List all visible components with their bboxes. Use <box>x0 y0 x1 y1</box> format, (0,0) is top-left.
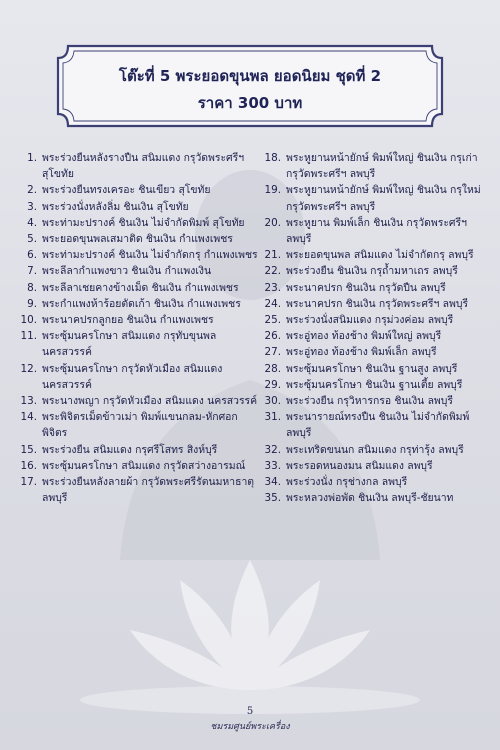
list-item <box>18 182 258 198</box>
item-text: พระซุ้มนครโกษา ชินเงิน ฐานเตี้ย ลพบุรี <box>286 378 463 391</box>
item-number: 5. <box>27 233 37 246</box>
item-text: พระร่วงนั่งหลังลิ่ม ชินเงิน สุโขทัย <box>42 200 189 213</box>
item-text: พระท่ามะปรางค์ ชินเงิน ไม่จำกัดพิมพ์ สุโขทัย <box>42 216 245 229</box>
item-text: พระร่วงยืน สนิมแดง กรุศรีโสทร สิงห์บุรี <box>42 443 218 456</box>
list-item <box>262 182 490 214</box>
item-text: พระร่วงนั่งสนิมแดง กรุม่วงค่อม ลพบุรี <box>286 314 454 327</box>
lotus-flower <box>80 560 420 714</box>
item-text: พระลีลาเชยคางข้างเม็ด ชินเงิน กำแพงเพชร <box>42 281 239 294</box>
item-number: 22. <box>264 265 281 278</box>
item-text: พระนาคปรกลูกยอ ชินเงิน กำแพงเพชร <box>42 314 214 327</box>
list-item <box>262 312 490 328</box>
list-item <box>18 247 258 263</box>
item-number: 13. <box>20 395 37 408</box>
list-item <box>18 263 258 279</box>
item-number: 2. <box>27 184 37 197</box>
item-number: 15. <box>20 443 37 456</box>
item-text: พระหูยาน พิมพ์เล็ก ชินเงิน กรุวัดพระศรีฯ ลพบุรี <box>286 216 467 246</box>
item-text: พระพิจิตรเม็ดข้าวเม่า พิมพ์แขนกลม-หักศอก พิจิตร <box>42 411 238 440</box>
item-text: พระอู่ทอง ท้องช้าง พิมพ์ใหญ่ ลพบุรี <box>286 330 442 343</box>
item-number: 8. <box>27 281 37 294</box>
item-number: 7. <box>27 265 37 278</box>
item-number: 24. <box>264 297 281 310</box>
item-number: 11. <box>20 330 37 343</box>
list-item <box>18 458 258 474</box>
item-text: พระซุ้มนครโกษา สนิมแดง กรุวัดสว่างอารมณ์ <box>42 459 246 472</box>
item-text: พระอู่ทอง ท้องช้าง พิมพ์เล็ก ลพบุรี <box>286 346 437 359</box>
list-item <box>262 377 490 393</box>
list-item <box>18 409 258 441</box>
item-text: พระร่วงยืน กรุวิหารกรอ ชินเงิน ลพบุรี <box>286 395 453 408</box>
list-item <box>18 474 258 506</box>
item-number: 12. <box>20 362 37 375</box>
title-plaque <box>54 42 446 130</box>
item-number: 33. <box>264 459 281 472</box>
list-item <box>262 344 490 360</box>
item-number: 14. <box>20 411 37 424</box>
price-subtitle: ราคา 300 บาท <box>197 94 303 112</box>
list-item <box>262 328 490 344</box>
item-text: พระนาคปรก ชินเงิน กรุวัดปืน ลพบุรี <box>286 281 446 294</box>
item-text: พระหูยานหน้ายักษ์ พิมพ์ใหญ่ ชินเงิน กรุใหม่ กรุวัดพระศรีฯ ลพบุรี <box>286 184 481 213</box>
item-text: พระซุ้มนครโกษา กรุวัดหัวเมือง สนิมแดง นครสวรรค์ <box>42 362 223 391</box>
item-text: พระนางพญา กรุวัดหัวเมือง สนิมแดง นครสวรรค์ <box>42 395 258 408</box>
amulet-list-left <box>18 150 258 506</box>
item-text: พระซุ้มนครโกษา สนิมแดง กรุทับขุนพล นครสวรรค์ <box>42 330 217 359</box>
item-number: 17. <box>20 476 37 489</box>
list-item <box>18 328 258 360</box>
item-text: พระหลวงพ่อพัด ชินเงิน ลพบุรี-ชัยนาท <box>286 492 454 505</box>
item-number: 3. <box>27 200 37 213</box>
item-text: พระร่วงยืนหลังรางปืน สนิมแดง กรุวัดพระศรีฯ สุโขทัย <box>42 152 245 181</box>
item-text: พระนารายณ์ทรงปืน ชินเงิน ไม่จำกัดพิมพ์ ลพบุรี <box>286 411 470 440</box>
list-item <box>18 280 258 296</box>
item-number: 9. <box>27 297 37 310</box>
list-item <box>18 361 258 393</box>
item-number: 6. <box>27 249 37 262</box>
list-item <box>262 247 490 263</box>
item-text: พระท่ามะปรางค์ ชินเงิน ไม่จำกัดกรุ กำแพงเพชร <box>42 249 258 262</box>
item-number: 32. <box>264 443 281 456</box>
list-item <box>18 296 258 312</box>
list-item <box>262 150 490 182</box>
list-item <box>262 458 490 474</box>
item-text: พระร่วงนั่ง กรุช่างกล ลพบุรี <box>286 476 408 489</box>
list-item <box>18 215 258 231</box>
list-item <box>18 442 258 458</box>
list-item <box>262 409 490 441</box>
amulet-list-right <box>262 150 490 506</box>
list-item <box>262 280 490 296</box>
item-text: พระยอดขุนพล สนิมแดง ไม่จำกัดกรุ ลพบุรี <box>286 249 474 262</box>
list-item <box>262 215 490 247</box>
item-number: 23. <box>264 281 281 294</box>
item-text: พระซุ้มนครโกษา ชินเงิน ฐานสูง ลพบุรี <box>286 362 458 375</box>
list-item <box>262 263 490 279</box>
list-item <box>262 442 490 458</box>
list-item <box>18 231 258 247</box>
item-number: 29. <box>264 378 281 391</box>
item-number: 28. <box>264 362 281 375</box>
item-text: พระยอดขุนพลเสมาติด ชินเงิน กำแพงเพชร <box>42 233 233 246</box>
list-item <box>262 490 490 506</box>
item-number: 26. <box>264 330 281 343</box>
item-number: 16. <box>20 459 37 472</box>
item-number: 34. <box>264 476 281 489</box>
item-text: พระเทริดขนนก สนิมแดง กรุท่ารุ้ง ลพบุรี <box>286 443 464 456</box>
item-number: 18. <box>264 152 281 164</box>
item-text: พระร่วงยืน ชินเงิน กรุถ้ำมหาเถร ลพบุรี <box>286 265 458 278</box>
list-item <box>262 393 490 409</box>
item-number: 35. <box>264 492 281 505</box>
list-item <box>18 150 258 182</box>
list-item <box>262 474 490 490</box>
item-number: 20. <box>264 216 281 229</box>
list-item <box>18 312 258 328</box>
item-number: 25. <box>264 314 281 327</box>
footer-club-name: ชมรมศูนย์พระเครื่อง <box>210 722 290 732</box>
item-number: 1. <box>27 152 37 164</box>
item-text: พระรอดหนองมน สนิมแดง ลพบุรี <box>286 459 433 472</box>
item-text: พระลีลากำแพงขาว ชินเงิน กำแพงเงิน <box>42 265 212 278</box>
item-text: พระกำแพงห้าร้อยตัดเก้า ชินเงิน กำแพงเพชร <box>42 297 241 310</box>
item-text: พระร่วงยืนหลังลายผ้า กรุวัดพระศรีรัตนมหาธาตุ ลพบุรี <box>42 476 255 505</box>
item-number: 19. <box>264 184 281 197</box>
item-number: 31. <box>264 411 281 424</box>
list-item <box>18 199 258 215</box>
item-number: 21. <box>264 249 281 262</box>
item-text: พระหูยานหน้ายักษ์ พิมพ์ใหญ่ ชินเงิน กรุเก่า กรุวัดพระศรีฯ ลพบุรี <box>286 152 478 181</box>
item-number: 4. <box>27 216 37 229</box>
item-number: 27. <box>264 346 281 359</box>
list-item <box>262 361 490 377</box>
page-title: โต๊ะที่ 5 พระยอดขุนพล ยอดนิยม ชุดที่ 2 <box>118 67 382 85</box>
page-number: 5 <box>246 706 254 717</box>
list-item <box>262 296 490 312</box>
item-text: พระนาคปรก ชินเงิน กรุวัดพระศรีฯ ลพบุรี <box>286 297 469 310</box>
item-number: 30. <box>264 395 281 408</box>
item-text: พระร่วงยืนทรงเครอะ ชินเขียว สุโขทัย <box>42 184 211 197</box>
item-number: 10. <box>20 314 37 327</box>
list-item <box>18 393 258 409</box>
